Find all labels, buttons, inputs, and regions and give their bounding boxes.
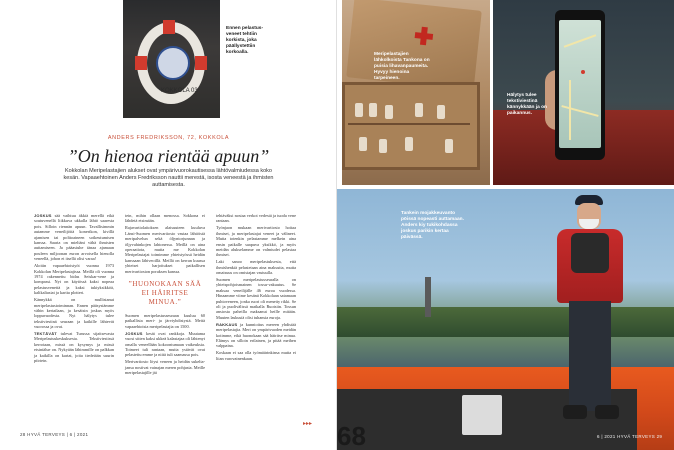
smartphone-icon xyxy=(555,10,605,160)
body-paragraph: Suomen meripelastusseuraan kuuluu 60 paikallista meri- ja järviyhdistystä. Meitä vapaaehtoisia meripelastajia on 1500. xyxy=(125,312,205,329)
map-screen xyxy=(559,20,601,148)
map-road xyxy=(564,34,597,48)
buoy-label: KOKKOLA 03 xyxy=(161,88,198,94)
body-paragraph: TEKTÄVÄT tulevat Turussa sijaitsevasta Meripelastuskeskuksesta. Tekstiviestissä kerrotaan, missä on kysymys ja missä etsintälue on. Nykyään lähimmille on palkkan ja kaikilla on kartat, joita tiedetään suurin piirtein. xyxy=(34,331,114,364)
boot xyxy=(563,405,587,419)
boat-console xyxy=(462,395,502,435)
body-column-2 xyxy=(125,213,205,377)
first-aid-box-photo xyxy=(342,0,490,185)
box-compartments xyxy=(342,82,480,170)
body-paragraph: RAKKAUS ja kunnioitus mereen yhdistää meripelastajia. Meri on ympärivuoden meidän kotimme, eikä huonokaan sää häiritse minua. Elämys on silloin erilainen, ja pitää meihen valppaina. xyxy=(216,321,296,349)
body-paragraph: Työnjaon mukaan merivartiosto hoitaa ihmiset, ja meripelastajat veneet ja välineet. Mutta totenkin pelastamme melkein aina ensin paikalle saapuva yksikkö, ja myös meidän alukselamme on valmiudet pelastaa ihmiset. xyxy=(216,225,296,258)
bottle-icon xyxy=(385,105,393,119)
bottle-icon xyxy=(405,137,413,151)
bottle-icon xyxy=(355,103,363,117)
boat-photo-caption: Tankein mojakkeuvanto pöissä nopeasti auttamaan. Anders kiy tukikohdassa joskus parikin kertaa päivässä. xyxy=(401,211,464,240)
water-tower xyxy=(425,277,431,317)
buoy-stripe xyxy=(163,20,175,34)
bottle-icon xyxy=(445,139,453,153)
life-buoy-photo xyxy=(123,0,220,118)
map-road xyxy=(561,105,598,117)
lead-paragraph: Kokkolan Meripelastajien alukset ovat ympärivuorokautisessa lähtövalmiudessa koko kesän. Vapaaehtoinen Anders Fredriksson nauttii merestä, isosta veneestä ja ihmisten auttamisesta. xyxy=(63,168,274,189)
page-folio-right: 6 | 2021 HYVÄ TERVEYS 29 xyxy=(597,434,663,439)
page-folio-left: 28 HYVÄ TERVEYS | 6 | 2021 xyxy=(20,432,89,437)
bottle-icon xyxy=(359,137,367,151)
buoy-photo-caption: Ennen pelastus- veneet tehtiin korkista, joka päällystettiin korkoalla. xyxy=(226,26,264,55)
body-paragraph: Merivartiosto löysi veneen ja heidän sukeltajansa nostivat vainajan meren pohjasta. Meille meripelastajille jäi xyxy=(125,359,205,376)
body-paragraph: Kännykkä on mullistanut meripelastustoiminnan. Ennen pääsystämme vähin kertailaan, ja kesäisin joskus myös loppuvuodesta. Nyt hälytys tulee tekstiviestinä seuraan ja kaikille lähtevät vuorossa ja ovat. xyxy=(34,297,114,330)
body-paragraph: JOSKUS kesät ovat rankkoja. Muutama vuosi sitten kaksi ukkeä kalastajaa oli lähtenyt omalla veneellään kokoontumaan vaikeuksia. Toimeet tuli rantaan, mutta ystävät ovat pelastettu emme ja niitä tuli saamassa pois. xyxy=(125,330,205,358)
body-column-1 xyxy=(34,213,114,365)
continue-arrows-icon: ▸▸▸ xyxy=(303,421,313,427)
body-paragraph: Rajavartiolaitoksen alaisuuteen kuuluva Länsi-Suomen merivartiosto vastaa lähtöistä meripalvelun sekä öljyntorjunnan ja öljyvahinkojen lahtonessa. Meillä on aina operaatiota, mutta me Kokkolan Meripelastajat toimimme yhteistyössä heidän kanssaan lähiveoillä. Meillä on kerran kuussa yhteiset harjoitukset paikallisen merivartioston poraksen kanssa. xyxy=(125,225,205,274)
buoy-stripe xyxy=(195,56,207,70)
life-vest xyxy=(571,233,609,273)
map-pin-icon xyxy=(581,70,585,74)
body-paragraph: Aloitin vapaaehtoistyöt vuonna 1973 Kokkolan Meripelastajissa. Meillä oli vuonna 1974 rakennettu bidas Seiskar-vene ja kompassi. Nyt on käytössä kaksi nopeaa pelastusvenettä ja kaksi tukiyksikköä, kalikaliasiat ja kartta plotteri. xyxy=(34,263,114,296)
red-cross-icon xyxy=(415,32,434,40)
box-shelf xyxy=(348,123,470,125)
map-road xyxy=(569,80,571,140)
buoy-stripe xyxy=(135,56,147,70)
bottle-icon xyxy=(369,103,377,117)
buoy-emblem-icon xyxy=(156,46,190,80)
boot xyxy=(595,405,619,419)
rescue-boat-photo xyxy=(337,189,674,450)
box-photo-caption: Meripelastajien lähkolkoista Tankona on puisia lihavanpaumeita. Hyvyy hienoina tarpeineen. xyxy=(374,52,430,81)
bottle-icon xyxy=(379,139,387,153)
bottle-icon xyxy=(415,103,423,117)
body-paragraph: Koskaan ei saa olla työmäärinkinsa mutta ei liian varovainenkaan. xyxy=(216,350,296,361)
phone-map-photo xyxy=(493,0,674,185)
phone-photo-caption: Hälytys tulee tekstiviestinä kännykkään ja on paikannus. xyxy=(507,93,547,116)
body-paragraph: tein, mihin ollaan menossa. Sokkona ei lähdetä etsimään. xyxy=(125,213,205,224)
headline: ”On hienoa rientää apuun” xyxy=(67,146,270,166)
body-columns xyxy=(34,213,316,438)
trousers xyxy=(569,301,611,411)
anders-portrait xyxy=(545,195,645,445)
bottle-icon xyxy=(437,105,445,119)
pull-quote: ”HUONOKAAN SÄÄ EI HÄIRITSE MINUA.” xyxy=(128,279,202,306)
hull-number: 68 xyxy=(337,421,366,450)
byline: ANDERS FREDRIKSSON, 72, KOKKOLA xyxy=(107,135,230,141)
right-page xyxy=(337,0,674,450)
body-paragraph: Suomen meripelastusseuralla on yhteispohjoismainen tossu-vakuutus. Se maksaa veneilijälle 46 euroa vuodessa. Hinaamme viime kesänä Kokkolaan satamaan puhtoveneen, jonka ruori oli menetty rikki. Se oli ja puolivälissä matkalla Ruotsiin. Tossun ansiosta paheilla maksanut heille mitään. Muuten laskusiä olisi tuhansia euroja. xyxy=(216,276,296,320)
body-paragraph: JOSKUS sää vaihtuu äkkiä merellä eikä soutuvenellä liikkuva ukkalla lähtö saaresta pois. Silloin riennän apuun. Tavallisimmin autamme veneilijöitä konerikon, kivillä ajamisen tai polttoaineen sotkeutumisen kanssa. Saaria on mieltäni vähä ihmisten auttamiseen. Ja pääasiuhe tänaa ajamaan pouleen miljoonan euron arvoisella hienolla veneellä, johon ei itsellä olisi varaa! xyxy=(34,213,114,262)
body-paragraph: tehtäväksi nostaa verkot vedestä ja tuoda vene rantaan. xyxy=(216,213,296,224)
body-column-3 xyxy=(216,213,296,363)
body-paragraph: Laki sanoo meripelastuksesta, että ihmishenkiä pelastetaan aina maksutta, mutta omaisuus on omistajan vastuulla. xyxy=(216,259,296,276)
